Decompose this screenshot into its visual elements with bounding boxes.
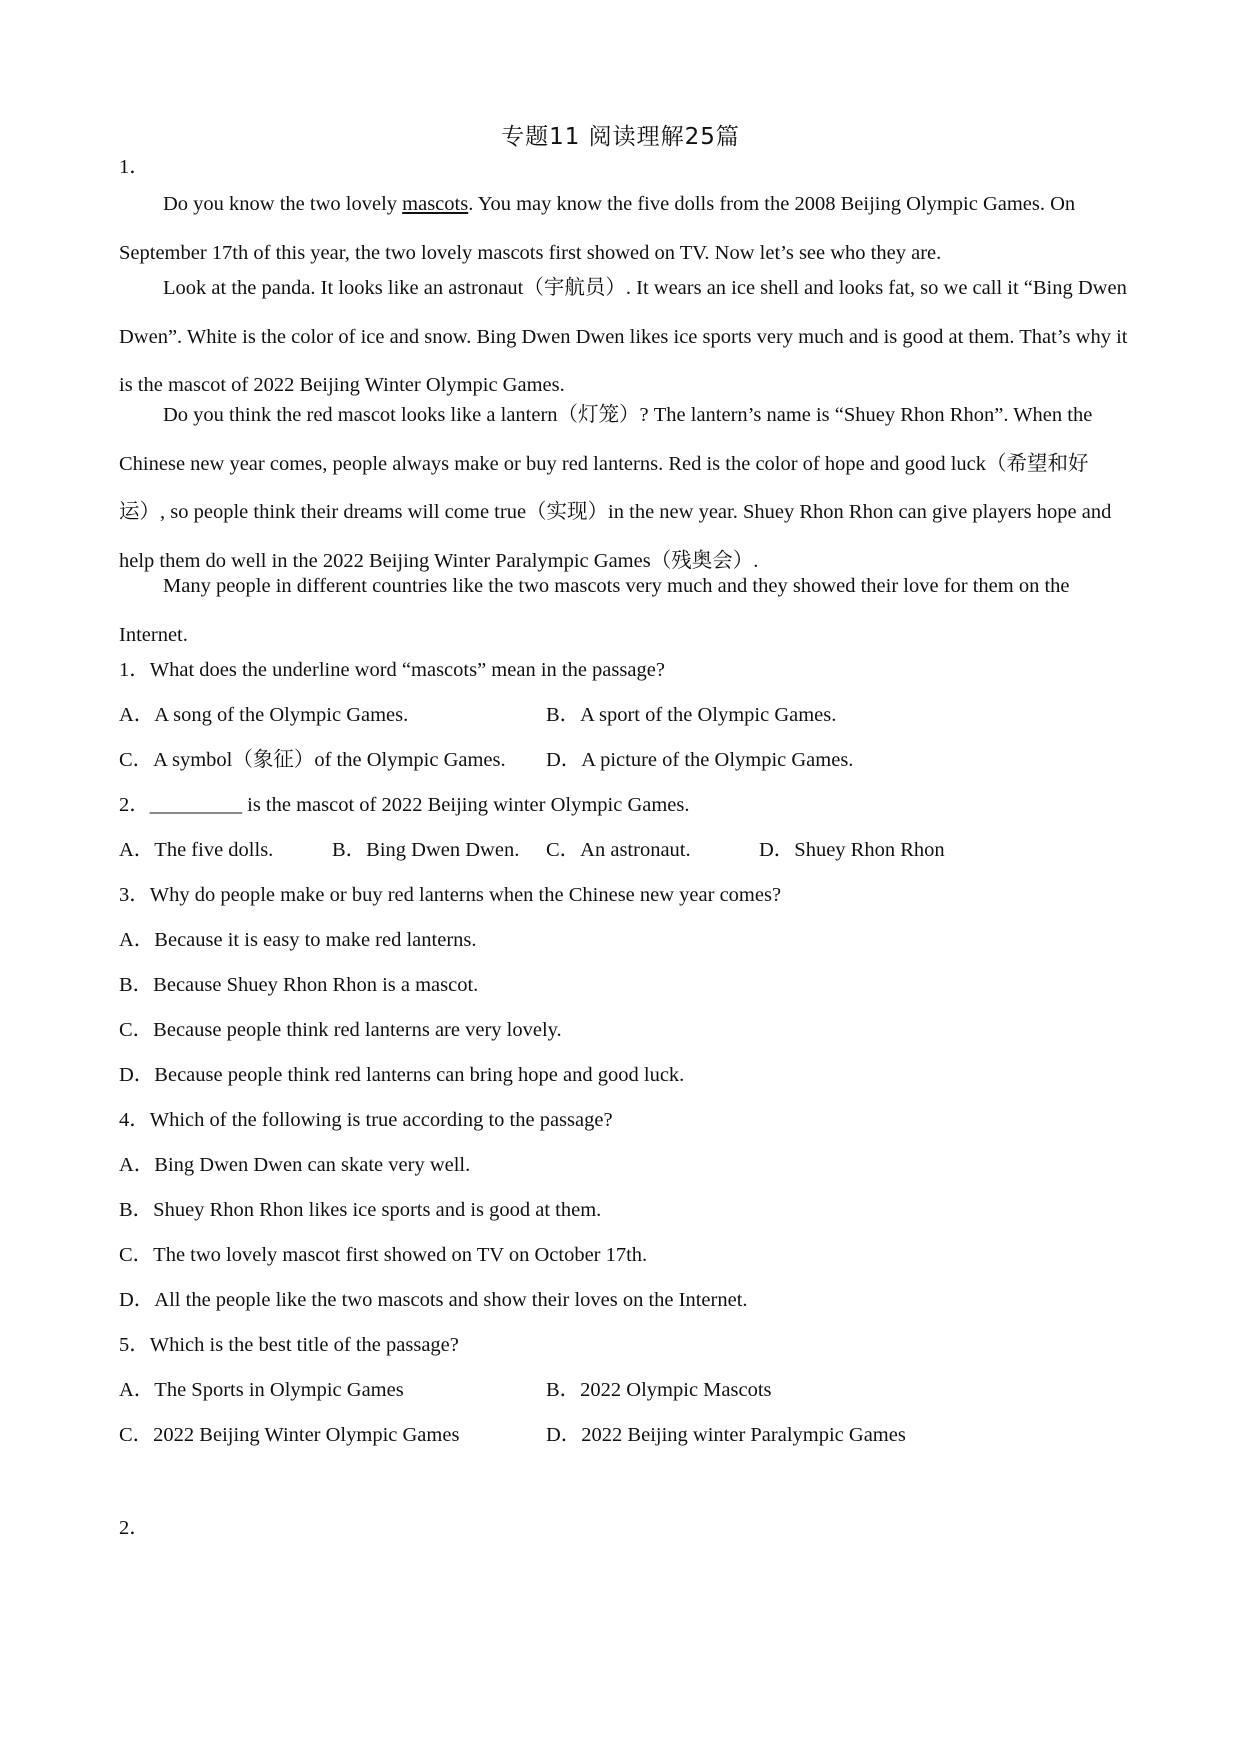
option-d: D．All the people like the two mascots and show their loves on the Internet. [119,1289,748,1311]
question-5: 5．Which is the best title of the passage? [119,1334,459,1356]
passage-number: 2． [119,1517,150,1539]
passage-paragraph-2: Look at the panda. It looks like an astronaut（宇航员）. It wears an ice shell and looks fat, so we call it “Bing Dwen Dwen”. White is the color of ice and snow. Bing Dwen Dwen likes ice sports very much and is good at them. That’s why it is the mascot of 2022 Beijing Winter Olympic Games. [119,277,1128,396]
option-d: D．A picture of the Olympic Games. [546,749,854,771]
question-4: 4．Which of the following is true according to the passage? [119,1109,613,1131]
option-a: A．Bing Dwen Dwen can skate very well. [119,1154,471,1176]
question-1: 1．What does the underline word “mascots” mean in the passage? [119,659,665,681]
option-d: D．Shuey Rhon Rhon [759,839,945,861]
option-b: B．A sport of the Olympic Games. [546,704,837,726]
option-c: C．2022 Beijing Winter Olympic Games [119,1424,460,1446]
option-b: B．Bing Dwen Dwen. [332,839,520,861]
underlined-word: mascots [402,193,469,215]
question-3: 3．Why do people make or buy red lanterns when the Chinese new year comes? [119,884,782,906]
paragraph-text: . You may know the five dolls from the 2008 Beijing Olympic Games. On September 17th of this year, the two lovely mascots first showed on TV. Now let’s see who they are. [119,193,1076,264]
option-a: A．Because it is easy to make red lanterns. [119,929,477,951]
option-c: C．The two lovely mascot first showed on TV on October 17th. [119,1244,648,1266]
option-b: B．Shuey Rhon Rhon likes ice sports and is good at them. [119,1199,602,1221]
option-b: B．Because Shuey Rhon Rhon is a mascot. [119,974,479,996]
paragraph-text: Do you know the two lovely [163,193,403,215]
question-2: 2．_________ is the mascot of 2022 Beijing winter Olympic Games. [119,794,690,816]
option-a: A．A song of the Olympic Games. [119,704,409,726]
option-c: C．Because people think red lanterns are very lovely. [119,1019,562,1041]
passage-paragraph-3: Do you think the red mascot looks like a lantern（灯笼）? The lantern’s name is “Shuey Rhon Rhon”. When the Chinese new year comes, people always make or buy red lanterns. Red is the color of hope and good luck（希望和好运）, so people think their dreams will come true（实现）in the new year. Shuey Rhon Rhon can give players hope and help them do well in the 2022 Beijing Winter Paralympic Games（残奥会）. [119,404,1112,572]
option-c: C．An astronaut. [546,839,691,861]
option-b: B．2022 Olympic Mascots [546,1379,772,1401]
passage-number: 1． [119,156,150,178]
passage-paragraph-4: Many people in different countries like the two mascots very much and they showed their love for them on the Internet. [119,575,1070,646]
page-title: 专题11 阅读理解25篇 [501,124,740,150]
option-d: D．2022 Beijing winter Paralympic Games [546,1424,906,1446]
option-a: A．The five dolls. [119,839,274,861]
option-a: A．The Sports in Olympic Games [119,1379,404,1401]
option-c: C．A symbol（象征）of the Olympic Games. [119,749,506,771]
passage-paragraph-1 [119,180,1129,277]
option-d: D．Because people think red lanterns can bring hope and good luck. [119,1064,685,1086]
